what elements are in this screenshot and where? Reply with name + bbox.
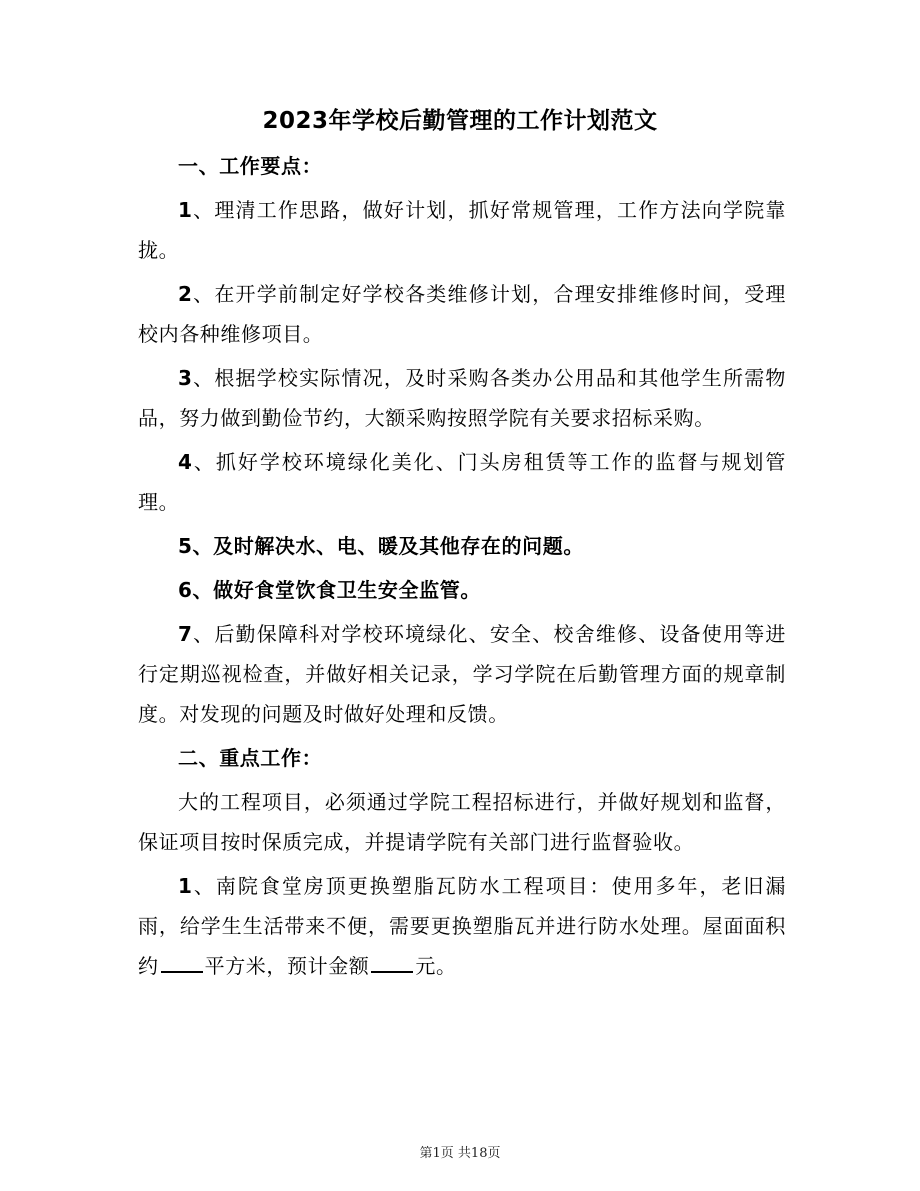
blank-area-field	[161, 953, 203, 973]
item-number: 4	[178, 450, 193, 474]
list-item: 5、及时解决水、电、暖及其他存在的问题。	[178, 534, 584, 558]
section-intro: 大的工程项目，必须通过学院工程招标进行，并做好规划和监督，保证项目按时保质完成，并提请学院有关部门进行监督验收。	[138, 790, 786, 854]
item-number: 7	[178, 622, 193, 646]
item-text: 、南院食堂房顶更换塑脂瓦防水工程项目：使用多年，老旧漏雨，给学生生活带来不便，需要更换塑脂瓦并进行防水处理。屋面面积约	[138, 874, 786, 978]
blank-amount-field	[371, 953, 413, 973]
item-text: 、抓好学校环境绿化美化、门头房租赁等工作的监督与规划管理。	[138, 450, 786, 514]
section-heading-work-points: 一、工作要点：	[178, 154, 323, 178]
item-number: 1	[178, 198, 193, 222]
item-text: 、在开学前制定好学校各类维修计划，合理安排维修时间，受理校内各种维修项目。	[138, 282, 786, 346]
list-item	[138, 866, 786, 986]
list-item	[138, 614, 786, 734]
list-item	[138, 190, 786, 270]
item-text: 、后勤保障科对学校环境绿化、安全、校舍维修、设备使用等进行定期巡视检查，并做好相关记录，学习学院在后勤管理方面的规章制度。对发现的问题及时做好处理和反馈。	[138, 622, 786, 726]
item-number: 1	[178, 874, 193, 898]
section-heading-key-work: 二、重点工作：	[178, 746, 323, 770]
list-item	[138, 442, 786, 522]
item-number: 3	[178, 366, 193, 390]
item-text: 元。	[415, 954, 457, 978]
item-text: 、理清工作思路，做好计划，抓好常规管理，工作方法向学院靠拢。	[138, 198, 786, 262]
document-title: 2023年学校后勤管理的工作计划范文	[262, 108, 658, 134]
item-number: 2	[178, 282, 193, 306]
list-item	[138, 358, 786, 438]
list-item	[138, 274, 786, 354]
page-number: 第1页 共18页	[419, 1146, 501, 1161]
list-item: 6、做好食堂饮食卫生安全监管。	[178, 578, 481, 602]
item-text: 平方米，预计金额	[204, 954, 370, 978]
item-text: 、根据学校实际情况，及时采购各类办公用品和其他学生所需物品，努力做到勤俭节约，大额采购按照学院有关要求招标采购。	[138, 366, 786, 430]
document-body	[138, 146, 786, 990]
